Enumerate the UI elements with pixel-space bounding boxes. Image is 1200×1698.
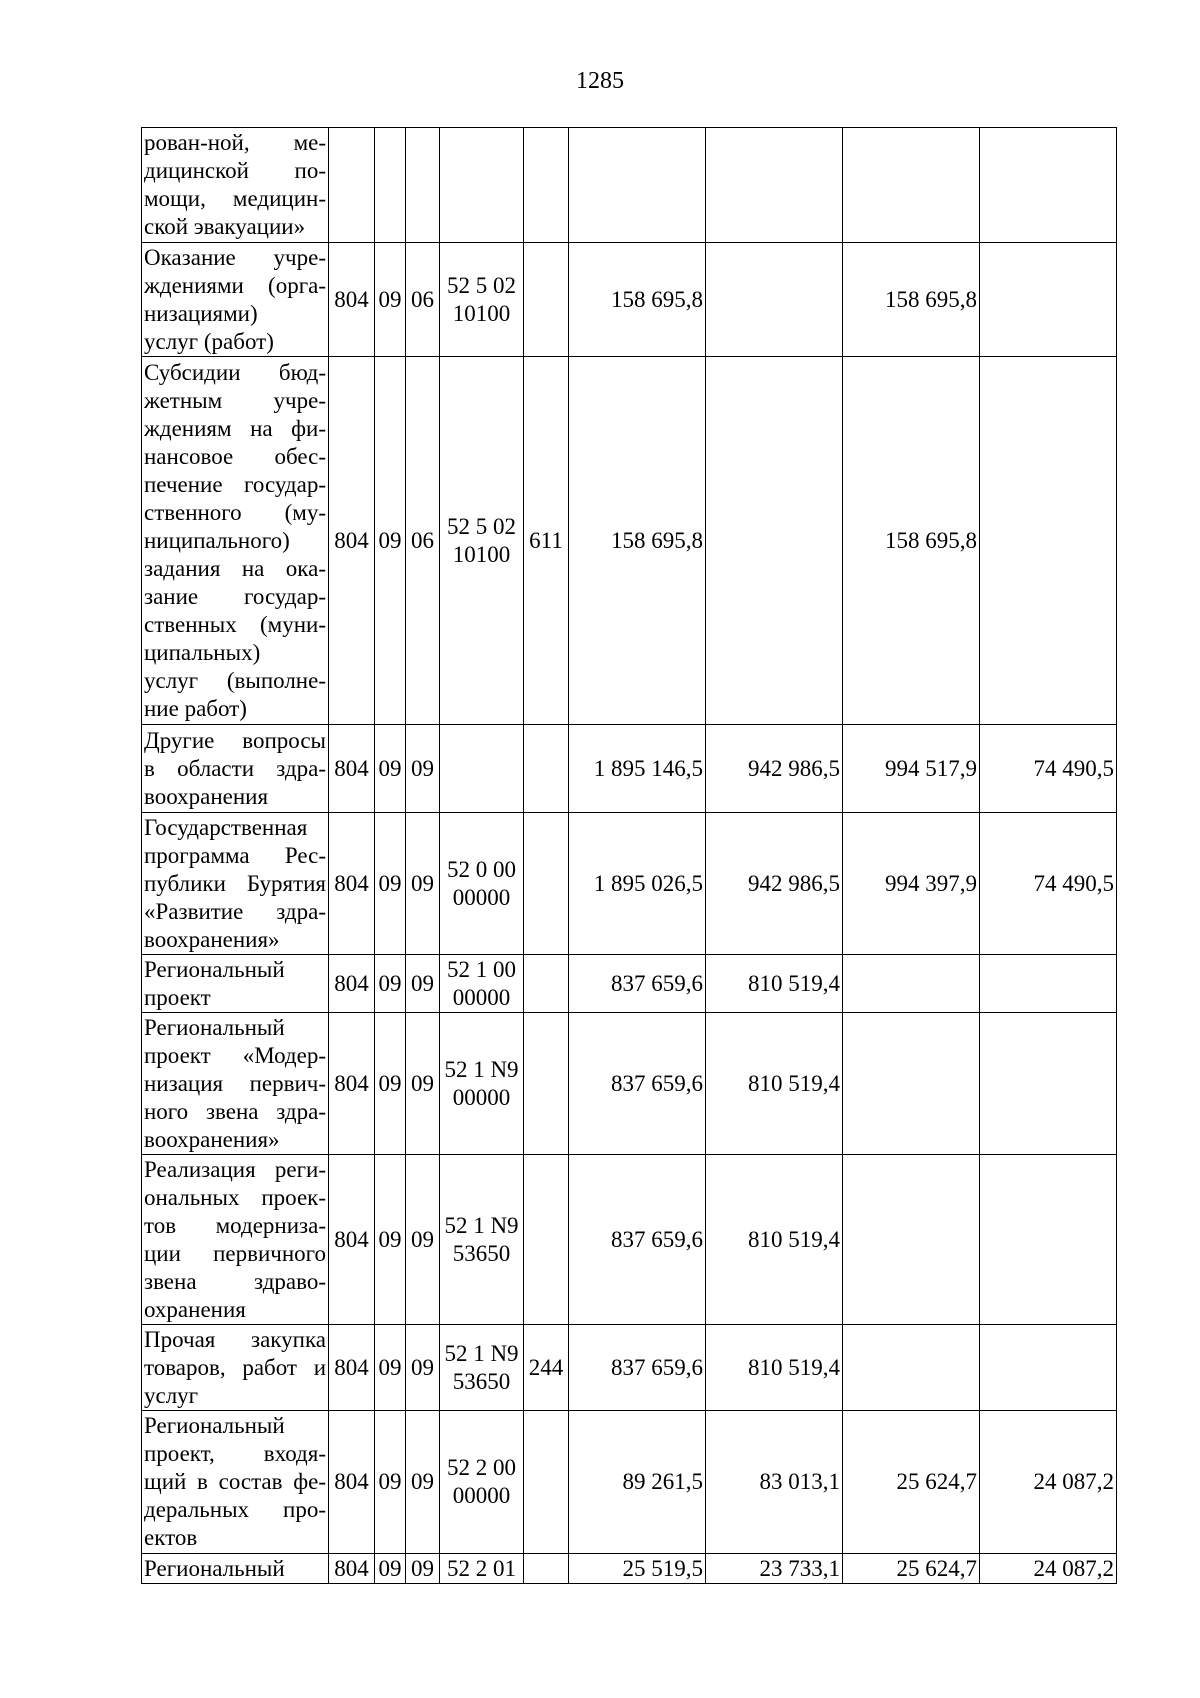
item-name-line: ниципального) — [144, 527, 290, 553]
target-article-line: 00000 — [452, 1084, 511, 1110]
amount-cell: 810 519,4 — [706, 1155, 843, 1325]
target-article-cell — [440, 1325, 524, 1411]
item-name-line: жетным учре- — [144, 387, 326, 413]
amount-cell — [843, 955, 980, 1013]
amount-cell: 994 517,9 — [843, 725, 980, 813]
amount-cell: 837 659,6 — [569, 1155, 706, 1325]
target-article-cell — [440, 725, 524, 813]
subsection-code-cell: 09 — [406, 725, 440, 813]
item-name-cell — [142, 1155, 329, 1325]
subsection-code-cell: 09 — [406, 1155, 440, 1325]
amount-cell: 24 087,2 — [980, 1411, 1117, 1554]
amount-cell: 74 490,5 — [980, 813, 1117, 955]
item-name-line: ждениями (орга- — [144, 272, 326, 298]
target-article-line: 10100 — [452, 541, 511, 567]
expense-type-cell — [524, 955, 569, 1013]
amount-cell: 942 986,5 — [706, 813, 843, 955]
ministry-code-cell: 804 — [329, 243, 375, 357]
item-name-line: ние работ) — [144, 695, 247, 721]
target-article-cell — [440, 128, 524, 243]
item-name-line: ственных (муни- — [144, 611, 326, 637]
subsection-code-cell: 09 — [406, 813, 440, 955]
item-name-line: ской эвакуации» — [144, 214, 306, 239]
item-name-line: проект — [144, 984, 211, 1010]
subsection-code-cell: 09 — [406, 955, 440, 1013]
item-name-line: ональных проек- — [144, 1184, 326, 1210]
amount-cell — [706, 128, 843, 243]
table-row — [142, 357, 1117, 725]
ministry-code-cell: 804 — [329, 725, 375, 813]
item-name-line: Другие вопросы — [144, 727, 326, 753]
item-name-line: Региональный — [144, 1555, 285, 1581]
ministry-code-cell: 804 — [329, 955, 375, 1013]
target-article-cell — [440, 357, 524, 725]
item-name-line: мощи, медицин- — [144, 186, 326, 211]
section-code-cell: 09 — [375, 1325, 406, 1411]
amount-cell — [980, 1155, 1117, 1325]
expense-type-cell — [524, 725, 569, 813]
item-name-line: товаров, работ и — [144, 1354, 326, 1380]
expense-type-cell — [524, 1013, 569, 1155]
ministry-code-cell: 804 — [329, 1411, 375, 1554]
target-article-line: 52 5 02 — [447, 513, 516, 539]
amount-cell: 25 624,7 — [843, 1411, 980, 1554]
expense-type-cell — [524, 1155, 569, 1325]
table-row — [142, 1411, 1117, 1554]
item-name-cell — [142, 1325, 329, 1411]
amount-cell: 810 519,4 — [706, 1325, 843, 1411]
amount-cell: 837 659,6 — [569, 1013, 706, 1155]
item-name-cell — [142, 243, 329, 357]
item-name-cell — [142, 1013, 329, 1155]
item-name-line: воохранения» — [144, 1126, 280, 1152]
item-name-line: Оказание учре- — [144, 244, 326, 270]
item-name-line: деральных про- — [144, 1497, 326, 1522]
item-name-line: проект, входя- — [144, 1441, 326, 1466]
item-name-line: низациями) — [144, 300, 258, 326]
amount-cell — [980, 128, 1117, 243]
item-name-line: печение государ- — [144, 471, 326, 497]
item-name-line: Региональный — [144, 1014, 285, 1040]
amount-cell: 810 519,4 — [706, 1013, 843, 1155]
amount-cell — [569, 128, 706, 243]
expense-type-cell — [524, 1411, 569, 1554]
section-code-cell: 09 — [375, 1155, 406, 1325]
item-name-line: Субсидии бюд- — [144, 359, 326, 385]
ministry-code-cell: 804 — [329, 813, 375, 955]
subsection-code-cell: 06 — [406, 357, 440, 725]
item-name-line: воохранения — [144, 783, 269, 809]
amount-cell: 83 013,1 — [706, 1411, 843, 1554]
ministry-code-cell: 804 — [329, 1013, 375, 1155]
amount-cell: 837 659,6 — [569, 955, 706, 1013]
table-row — [142, 1155, 1117, 1325]
amount-cell: 89 261,5 — [569, 1411, 706, 1554]
item-name-line: в области здра- — [144, 755, 326, 781]
amount-cell — [980, 243, 1117, 357]
item-name-line: «Развитие здра- — [144, 898, 326, 924]
section-code-cell: 09 — [375, 1554, 406, 1584]
target-article-line: 52 1 N9 — [444, 1212, 519, 1238]
item-name-cell — [142, 357, 329, 725]
page-number: 1285 — [576, 68, 624, 94]
amount-cell — [843, 1155, 980, 1325]
table-row — [142, 1013, 1117, 1155]
target-article-cell — [440, 243, 524, 357]
item-name-cell — [142, 955, 329, 1013]
item-name-line: Региональный — [144, 956, 285, 982]
amount-cell: 158 695,8 — [569, 357, 706, 725]
amount-cell — [706, 357, 843, 725]
item-name-cell — [142, 813, 329, 955]
item-name-line: ного звена здра- — [144, 1098, 326, 1124]
item-name-line: зание государ- — [144, 583, 326, 609]
item-name-line: задания на ока- — [144, 555, 326, 581]
expense-type-cell — [524, 128, 569, 243]
amount-cell: 25 519,5 — [569, 1554, 706, 1584]
target-article-cell — [440, 955, 524, 1013]
expense-type-cell — [524, 813, 569, 955]
amount-cell: 994 397,9 — [843, 813, 980, 955]
amount-cell — [843, 1013, 980, 1155]
section-code-cell: 09 — [375, 1411, 406, 1554]
amount-cell — [980, 357, 1117, 725]
section-code-cell: 09 — [375, 357, 406, 725]
subsection-code-cell: 09 — [406, 1554, 440, 1584]
table-row — [142, 725, 1117, 813]
amount-cell: 810 519,4 — [706, 955, 843, 1013]
item-name-line: проект «Модер- — [144, 1042, 326, 1068]
target-article-line: 52 5 02 — [447, 272, 516, 298]
ministry-code-cell: 804 — [329, 357, 375, 725]
item-name-line: нансовое обес- — [144, 443, 326, 469]
section-code-cell: 09 — [375, 243, 406, 357]
item-name-line: воохранения» — [144, 926, 280, 952]
amount-cell — [980, 1325, 1117, 1411]
amount-cell: 158 695,8 — [569, 243, 706, 357]
item-name-line: Региональный — [144, 1413, 285, 1438]
item-name-line: рован-ной, ме- — [144, 130, 326, 155]
item-name-line: тов модерниза- — [144, 1212, 326, 1238]
expense-type-cell: 611 — [524, 357, 569, 725]
item-name-line: дицинской по- — [144, 158, 326, 183]
budget-table — [141, 127, 1117, 1584]
target-article-cell — [440, 1155, 524, 1325]
ministry-code-cell: 804 — [329, 1554, 375, 1584]
amount-cell: 25 624,7 — [843, 1554, 980, 1584]
expense-type-cell — [524, 243, 569, 357]
target-article-line: 53650 — [452, 1368, 511, 1394]
item-name-line: услуг (работ) — [144, 328, 274, 354]
item-name-line: программа Рес- — [144, 842, 326, 868]
amount-cell — [980, 955, 1117, 1013]
amount-cell: 1 895 146,5 — [569, 725, 706, 813]
section-code-cell: 09 — [375, 955, 406, 1013]
target-article-line: 52 0 00 — [447, 856, 516, 882]
amount-cell: 24 087,2 — [980, 1554, 1117, 1584]
item-name-line: ждениям на фи- — [144, 415, 326, 441]
item-name-line: низация первич- — [144, 1070, 326, 1096]
item-name-line: щий в состав фе- — [144, 1469, 326, 1494]
target-article-line: 52 1 N9 — [444, 1340, 519, 1366]
item-name-line: Прочая закупка — [144, 1326, 326, 1352]
section-code-cell — [375, 128, 406, 243]
target-article-line: 52 2 00 — [447, 1455, 516, 1480]
item-name-line: Реализация реги- — [144, 1156, 326, 1182]
item-name-cell — [142, 128, 329, 243]
item-name-cell — [142, 725, 329, 813]
target-article-cell — [440, 1411, 524, 1554]
amount-cell: 158 695,8 — [843, 243, 980, 357]
amount-cell — [980, 1013, 1117, 1155]
target-article-line: 00000 — [452, 984, 511, 1010]
section-code-cell: 09 — [375, 813, 406, 955]
item-name-line: публики Бурятия — [144, 870, 326, 896]
amount-cell: 837 659,6 — [569, 1325, 706, 1411]
target-article-line: 00000 — [452, 884, 511, 910]
target-article-line: 52 1 00 — [447, 956, 516, 982]
item-name-cell — [142, 1411, 329, 1554]
table-row — [142, 1554, 1117, 1584]
subsection-code-cell: 09 — [406, 1013, 440, 1155]
table-row — [142, 1325, 1117, 1411]
subsection-code-cell: 09 — [406, 1411, 440, 1554]
item-name-line: ции первичного — [144, 1240, 326, 1266]
amount-cell: 23 733,1 — [706, 1554, 843, 1584]
ministry-code-cell: 804 — [329, 1325, 375, 1411]
ministry-code-cell: 804 — [329, 1155, 375, 1325]
section-code-cell: 09 — [375, 725, 406, 813]
amount-cell: 158 695,8 — [843, 357, 980, 725]
target-article-line: 52 2 01 — [447, 1555, 516, 1581]
target-article-line: 10100 — [452, 300, 511, 326]
item-name-line: звена здраво- — [144, 1268, 326, 1294]
amount-cell: 1 895 026,5 — [569, 813, 706, 955]
table-row — [142, 813, 1117, 955]
target-article-cell — [440, 1554, 524, 1584]
item-name-line: охранения — [144, 1296, 246, 1322]
item-name-line: Государственная — [144, 814, 308, 840]
amount-cell — [843, 128, 980, 243]
amount-cell: 74 490,5 — [980, 725, 1117, 813]
section-code-cell: 09 — [375, 1013, 406, 1155]
subsection-code-cell: 09 — [406, 1325, 440, 1411]
item-name-line: ектов — [144, 1525, 198, 1550]
table-row — [142, 955, 1117, 1013]
amount-cell: 942 986,5 — [706, 725, 843, 813]
table-row — [142, 243, 1117, 357]
item-name-line: услуг (выполне- — [144, 667, 326, 693]
item-name-line: ципальных) — [144, 639, 261, 665]
expense-type-cell: 244 — [524, 1325, 569, 1411]
item-name-cell — [142, 1554, 329, 1584]
target-article-line: 52 1 N9 — [444, 1056, 519, 1082]
target-article-cell — [440, 813, 524, 955]
target-article-line: 00000 — [452, 1483, 511, 1508]
target-article-line: 53650 — [452, 1240, 511, 1266]
ministry-code-cell — [329, 128, 375, 243]
amount-cell — [843, 1325, 980, 1411]
item-name-line: ственного (му- — [144, 499, 326, 525]
item-name-line: услуг — [144, 1382, 199, 1408]
target-article-cell — [440, 1013, 524, 1155]
subsection-code-cell: 06 — [406, 243, 440, 357]
amount-cell — [706, 243, 843, 357]
table-row — [142, 128, 1117, 243]
expense-type-cell — [524, 1554, 569, 1584]
subsection-code-cell — [406, 128, 440, 243]
